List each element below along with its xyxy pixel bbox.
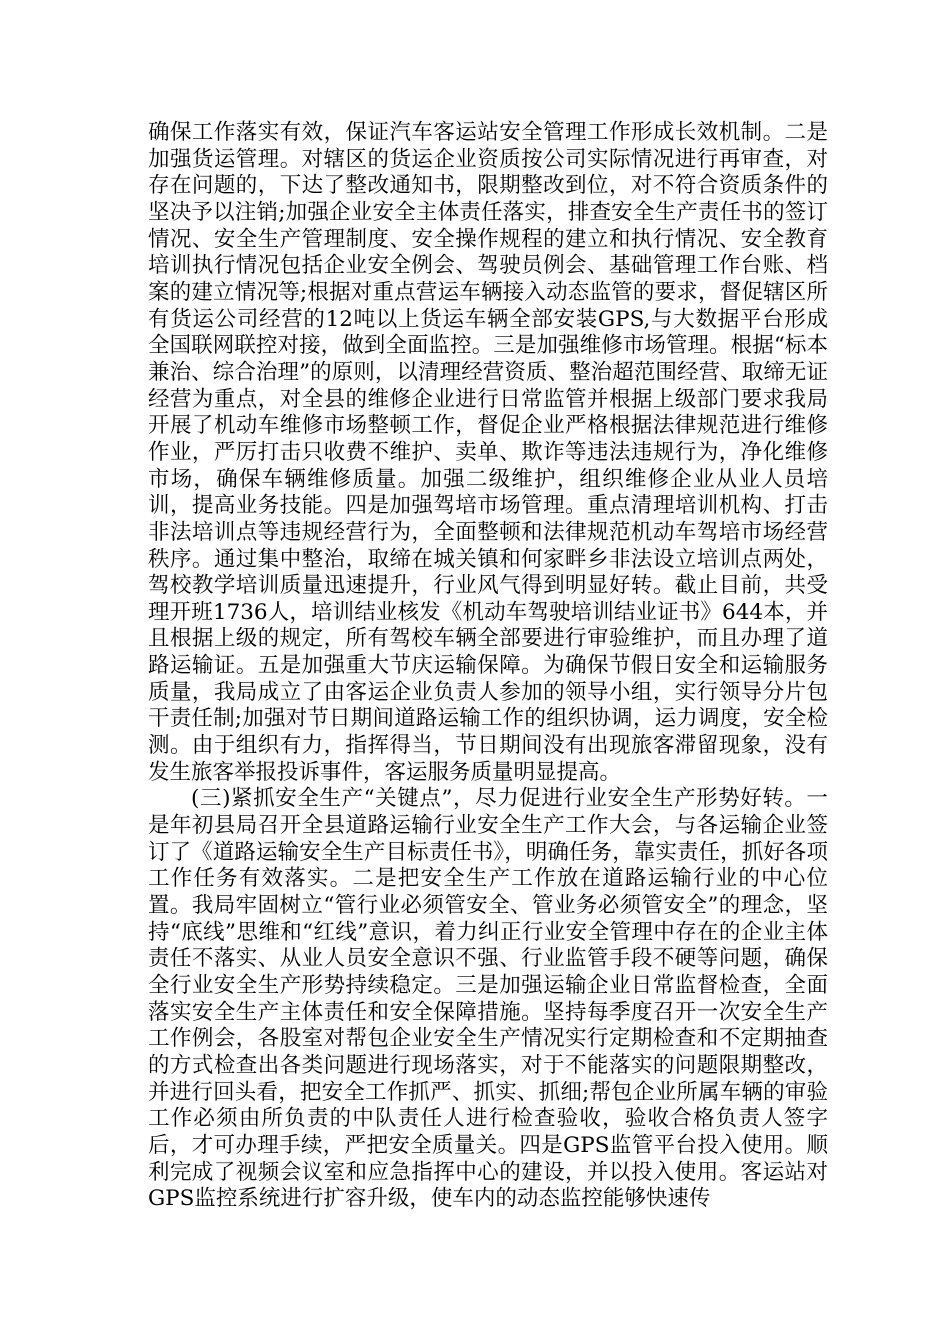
document-body: [148, 120, 828, 1213]
paragraph-safety-production: (三)紧抓安全生产“关键点”，尽力促进行业安全生产形势好转。一是年初县局召开全县道路运输行业安全生产工作大会，与各运输企业签订了《道路运输安全生产目标责任书》，明确任务，靠实责任，抓好各项工作任务有效落实。二是把安全生产工作放在道路运输行业的中心位置。我局牢固树立“管行业必须管安全、管业务必须管安全”的理念，坚持“底线”思维和“红线”意识，着力纠正行业安全管理中存在的企业主体责任不落实、从业人员安全意识不强、行业监管手段不硬等问题，确保全行业安全生产形势持续稳定。三是加强运输企业日常监督检查，全面落实安全生产主体责任和安全保障措施。坚持每季度召开一次安全生产工作例会，各股室对帮包企业安全生产情况实行定期检查和不定期抽查的方式检查出各类问题进行现场落实，对于不能落实的问题限期整改，并进行回头看，把安全工作抓严、抓实、抓细;帮包企业所属车辆的审验工作必须由所负责的中队责任人进行检查验收，验收合格负责人签字后，才可办理手续，严把安全质量关。四是GPS监管平台投入使用。顺利完成了视频会议室和应急指挥中心的建设，并以投入使用。客运站对GPS监控系统进行扩容升级，使车内的动态监控能够快速传: [148, 786, 828, 1212]
paragraph-transport-management: 确保工作落实有效，保证汽车客运站安全管理工作形成长效机制。二是加强货运管理。对辖区的货运企业资质按公司实际情况进行再审查，对存在问题的，下达了整改通知书，限期整改到位，对不符合资质条件的坚决予以注销;加强企业安全主体责任落实，排查安全生产责任书的签订情况、安全生产管理制度、安全操作规程的建立和执行情况、安全教育培训执行情况包括企业安全例会、驾驶员例会、基础管理工作台账、档案的建立情况等;根据对重点营运车辆接入动态监管的要求，督促辖区所有货运公司经营的12吨以上货运车辆全部安装GPS,与大数据平台形成全国联网联控对接，做到全面监控。三是加强维修市场管理。根据“标本兼治、综合治理”的原则，以清理经营资质、整治超范围经营、取缔无证经营为重点，对全县的维修企业进行日常监管并根据上级部门要求我局开展了机动车维修市场整顿工作，督促企业严格根据法律规范进行维修作业，严厉打击只收费不维护、卖单、欺诈等违法违规行为，净化维修市场，确保车辆维修质量。加强二级维护，组织维修企业从业人员培训，提高业务技能。四是加强驾培市场管理。重点清理培训机构、打击非法培训点等违规经营行为，全面整顿和法律规范机动车驾培市场经营秩序。通过集中整治，取缔在城关镇和何家畔乡非法设立培训点两处，驾校教学培训质量迅速提升，行业风气得到明显好转。截止目前，共受理开班1736人，培训结业核发《机动车驾驶培训结业证书》644本，并且根据上级的规定，所有驾校车辆全部要进行审验维护，而且办理了道路运输证。五是加强重大节庆运输保障。为确保节假日安全和运输服务质量，我局成立了由客运企业负责人参加的领导小组，实行领导分片包干责任制;加强对节日期间道路运输工作的组织协调，运力调度，安全检测。由于组织有力，指挥得当，节日期间没有出现旅客滞留现象，没有发生旅客举报投诉事件，客运服务质量明显提高。: [148, 120, 828, 785]
